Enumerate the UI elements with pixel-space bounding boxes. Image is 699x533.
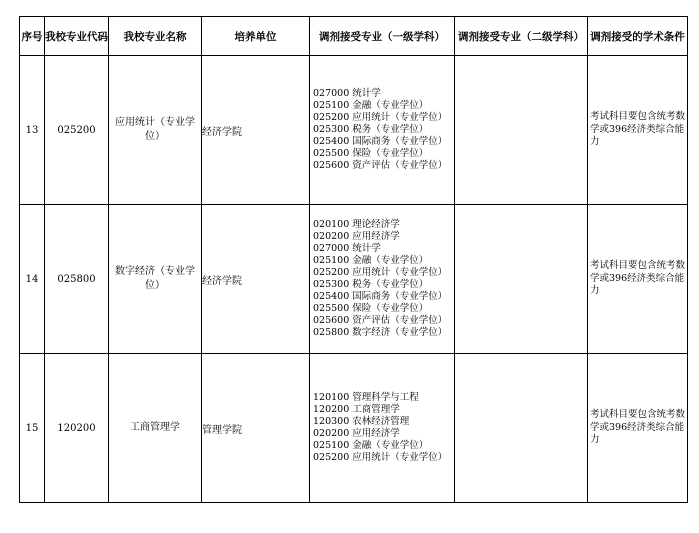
list-item: 025300 税务（专业学位） [313,279,429,290]
list-item: 020200 应用经济学 [313,231,400,242]
list-item: 025300 税务（专业学位） [313,124,429,135]
adjustment-table [19,16,688,503]
major-name-text: 工商管理学 [130,422,180,433]
list-item: 020100 理论经济学 [313,219,400,230]
list-item: 120100 管理科学与工程 [313,392,419,403]
list-item: 027000 统计学 [313,243,381,254]
list-item: 025100 金融（专业学位） [313,255,429,266]
header-seq: 序号 [20,17,45,56]
cell-level1-majors [310,354,455,503]
cell-training-unit: 经济学院 [202,56,310,205]
condition-text: 考试科目要包含统考数学或396经济类综合能力 [590,409,686,446]
header-row [20,17,688,56]
cell-major-code: 025800 [45,205,109,354]
cell-major-name [109,205,202,354]
level1-major-list [310,88,454,172]
header-training-unit: 培养单位 [202,17,310,56]
cell-level2-majors [455,56,588,205]
header-academic-conditions: 调剂接受的学术条件 [588,17,688,56]
cell-level2-majors [455,354,588,503]
list-item: 120300 农林经济管理 [313,416,410,427]
cell-level2-majors [455,205,588,354]
header-level2-majors: 调剂接受专业（二级学科） [455,17,588,56]
cell-training-unit: 经济学院 [202,205,310,354]
list-item: 027000 统计学 [313,88,381,99]
list-item: 025200 应用统计（专业学位） [313,112,448,123]
major-name-text: 应用统计（专业学位） [115,117,195,142]
cell-major-code: 120200 [45,354,109,503]
list-item: 025400 国际商务（专业学位） [313,136,448,147]
level1-major-list [310,219,454,339]
cell-major-code: 025200 [45,56,109,205]
cell-major-name [109,354,202,503]
header-major-name: 我校专业名称 [109,17,202,56]
list-item: 020200 应用经济学 [313,428,400,439]
cell-seq: 15 [20,354,45,503]
list-item: 025800 数字经济（专业学位） [313,327,448,338]
list-item: 120200 工商管理学 [313,404,400,415]
cell-academic-conditions [588,56,688,205]
list-item: 025600 资产评估（专业学位） [313,315,448,326]
table-row [20,205,688,354]
list-item: 025500 保险（专业学位） [313,303,429,314]
header-level1-majors: 调剂接受专业（一级学科） [310,17,455,56]
table-row [20,56,688,205]
level1-major-list [310,392,454,464]
cell-level1-majors [310,56,455,205]
cell-seq: 13 [20,56,45,205]
list-item: 025200 应用统计（专业学位） [313,452,448,463]
cell-academic-conditions [588,205,688,354]
list-item: 025400 国际商务（专业学位） [313,291,448,302]
cell-level1-majors [310,205,455,354]
condition-text: 考试科目要包含统考数学或396经济类综合能力 [590,111,686,148]
table-row [20,354,688,503]
header-major-code: 我校专业代码 [45,17,109,56]
cell-training-unit: 管理学院 [202,354,310,503]
cell-seq: 14 [20,205,45,354]
cell-major-name [109,56,202,205]
list-item: 025600 资产评估（专业学位） [313,160,448,171]
condition-text: 考试科目要包含统考数学或396经济类综合能力 [590,260,686,297]
list-item: 025100 金融（专业学位） [313,440,429,451]
list-item: 025200 应用统计（专业学位） [313,267,448,278]
major-name-text: 数字经济（专业学位） [115,266,195,291]
list-item: 025500 保险（专业学位） [313,148,429,159]
list-item: 025100 金融（专业学位） [313,100,429,111]
cell-academic-conditions [588,354,688,503]
